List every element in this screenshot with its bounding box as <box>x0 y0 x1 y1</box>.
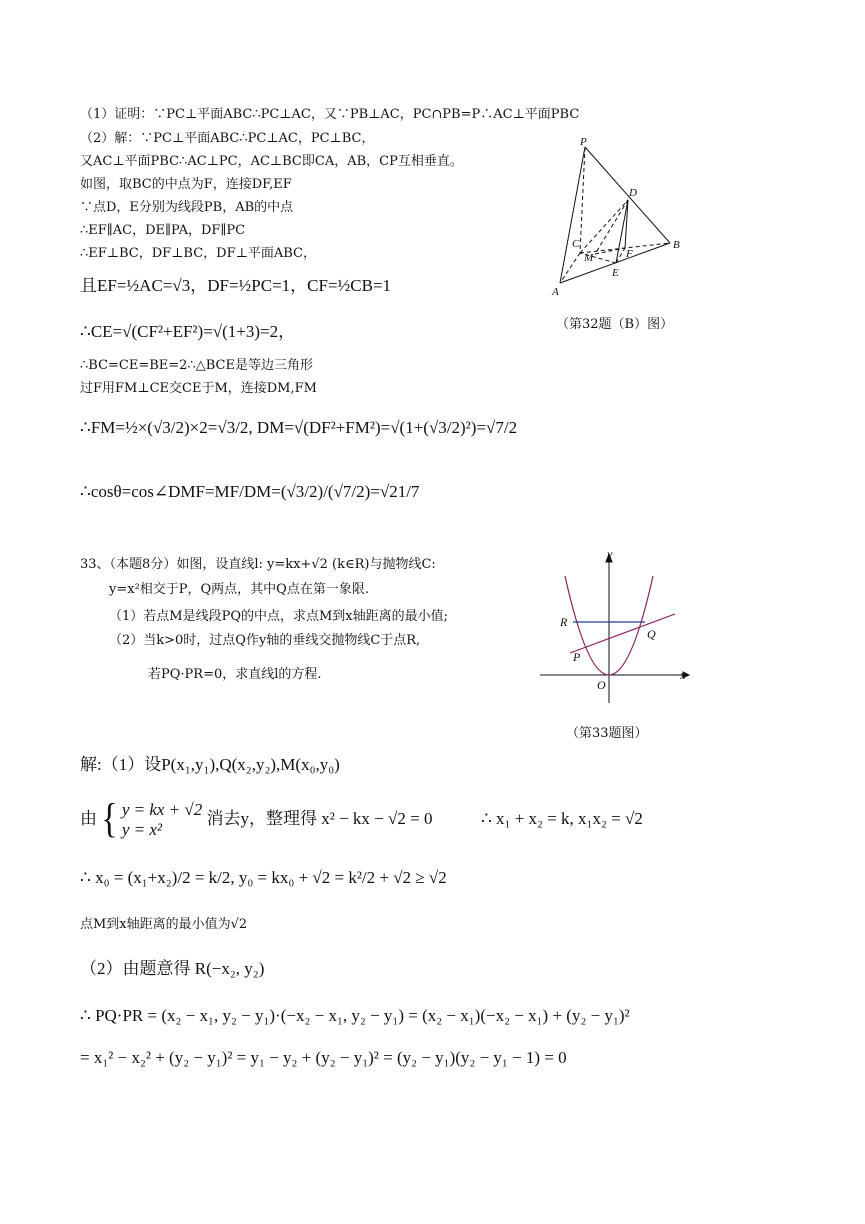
p32-line-11: 过F用FM⊥CE交CE于M，连接DM,FM <box>80 381 317 396</box>
label-d: D <box>629 187 637 199</box>
p32-line-8: 且EF=½AC=√3，DF=½PC=1，CF=½CB=1 <box>80 276 392 295</box>
label-e: E <box>612 267 619 279</box>
p33-sol-5: （2）由题意得 R(−x₂, y₂) <box>80 959 265 978</box>
sol-2-result: ∴ x₁ + x₂ = k, x₁x₂ = √2 <box>480 808 643 828</box>
p32-line-12: ∴FM=½×(√3/2)×2=√3/2, DM=√(DF²+FM²)=√(1+(√3/2)²)=√7/2 <box>80 418 518 437</box>
p32-line-13: ∴cosθ=cos∠DMF=MF/DM=(√3/2)/(√7/2)=√21/7 <box>80 482 420 501</box>
p33-sol-1: 解:（1）设P(x₁,y₁),Q(x₂,y₂),M(x₀,y₀) <box>80 755 340 774</box>
sys-eq-1: y = kx + √2 <box>121 800 203 819</box>
figure-33-caption: （第33题图） <box>566 726 648 741</box>
p32-line-5: ∵点D，E分别为线段PB，AB的中点 <box>80 200 294 215</box>
parabola-figure <box>535 548 695 708</box>
sys-eq-2: y = x² <box>121 820 162 839</box>
tetrahedron-figure <box>540 135 690 300</box>
label-f: F <box>626 248 633 260</box>
sol-2-prefix: 由 <box>80 808 97 828</box>
p33-sol-3: ∴ x₀ = (x₁+x₂)/2 = k/2, y₀ = kx₀ + √2 = k²/2 + √2 ≥ √2 <box>80 868 447 887</box>
p32-line-7: ∴EF⊥BC，DF⊥BC，DF⊥平面ABC， <box>80 246 316 261</box>
label-y: y <box>607 548 613 561</box>
p32-line-3: 又AC⊥平面PBC∴AC⊥PC，AC⊥BC即CA，AB，CP互相垂直。 <box>80 154 463 169</box>
p33-q1: （1）若点M是线段PQ的中点，求点M到x轴距离的最小值; <box>109 609 449 624</box>
label-p: P <box>580 136 587 148</box>
sol-2-mid: 消去y，整理得 x² − kx − √2 = 0 <box>206 808 433 828</box>
p33-q3: 若PQ·PR=0，求直线l的方程. <box>148 667 322 682</box>
label-c: C <box>572 238 580 250</box>
label-r: R <box>560 615 568 629</box>
p33-cont: y=x²相交于P，Q两点，其中Q点在第一象限. <box>109 582 369 597</box>
label-a: A <box>552 286 559 298</box>
system-brace: { <box>101 797 118 842</box>
p32-line-1: （1）证明：∵PC⊥平面ABC∴PC⊥AC，又∵PB⊥AC，PC∩PB=P∴AC⊥平面PBC <box>80 107 580 122</box>
label-o: O <box>597 678 606 692</box>
p32-line-10: ∴BC=CE=BE=2∴△BCE是等边三角形 <box>80 358 313 373</box>
p33-sol-6: ∴ PQ·PR = (x₂ − x₁, y₂ − y₁)·(−x₂ − x₁, y₂ − y₁) = (x₂ − x₁)(−x₂ − x₁) + (y₂ − y₁)² <box>80 1006 630 1025</box>
p32-line-4: 如图，取BC的中点为F，连接DF,EF <box>80 177 292 192</box>
label-m: M <box>584 252 594 264</box>
p32-line-9: ∴CE=√(CF²+EF²)=√(1+3)=2， <box>80 322 296 341</box>
label-x: x <box>680 668 686 682</box>
p33-q2: （2）当k>0时，过点Q作y轴的垂线交抛物线C于点R, <box>109 633 421 648</box>
equation-system <box>122 800 202 840</box>
label-b: B <box>673 239 680 251</box>
p32-line-2: （2）解：∵PC⊥平面ABC∴PC⊥AC，PC⊥BC， <box>80 131 375 146</box>
label-p2: P <box>573 650 581 664</box>
p33-sol-2 <box>80 797 643 842</box>
p33-sol-4: 点M到x轴距离的最小值为√2 <box>80 917 248 932</box>
p33-sol-7: = x₁² − x₂² + (y₂ − y₁)² = y₁ − y₂ + (y₂ − y₁)² = (y₂ − y₁)(y₂ − y₁ − 1) = 0 <box>80 1048 567 1067</box>
p32-line-6: ∴EF∥AC，DE∥PA，DF∥PC <box>80 223 246 238</box>
figure-32-caption: （第32题（B）图） <box>556 317 674 332</box>
label-q: Q <box>647 627 656 641</box>
p33-title: 33、（本题8分）如图，设直线l: y=kx+√2 (k∈R)与抛物线C: <box>80 557 436 572</box>
